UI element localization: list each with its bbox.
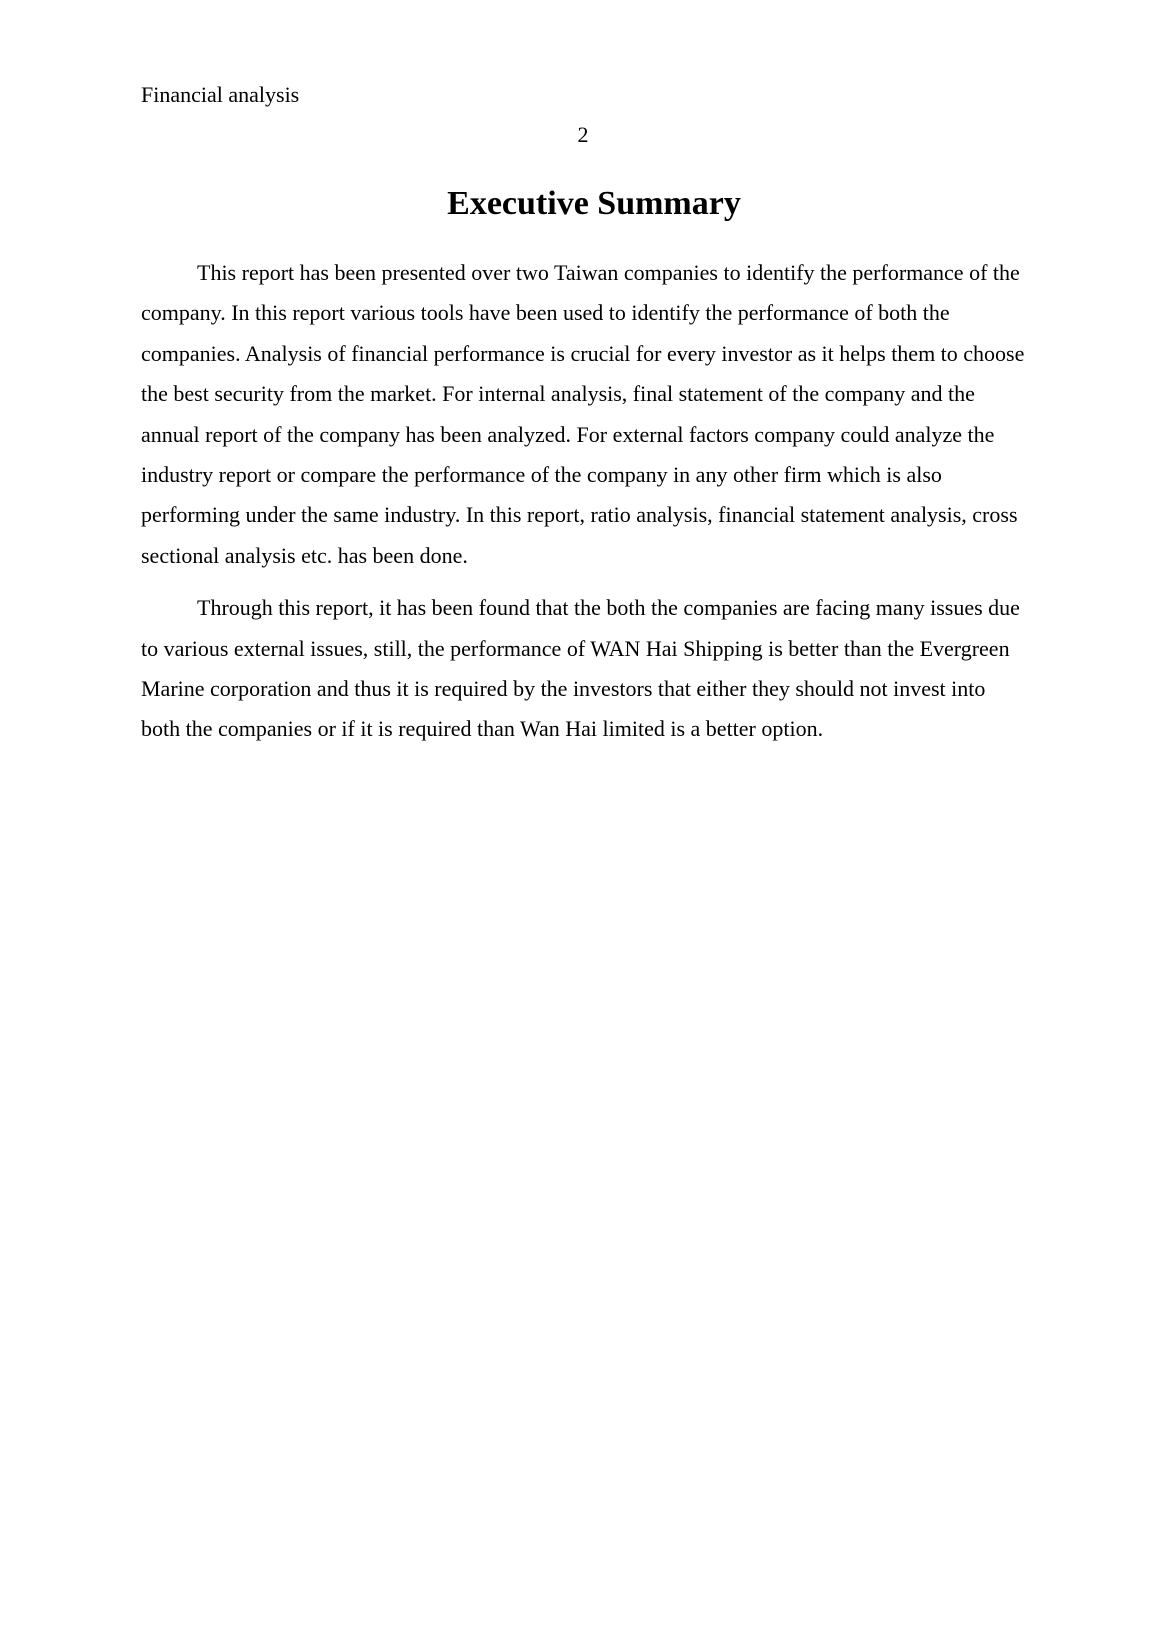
- paragraph-2: Through this report, it has been found that the both the companies are facing many issues due to various external issues, still, the performance of WAN Hai Shipping is better than the Evergreen Marine corporation and thus it is required by the investors that either they should not invest into both the companies or if it is required than Wan Hai limited is a better option.: [141, 595, 1020, 742]
- running-head: Financial analysis: [141, 82, 300, 107]
- section-title: Executive Summary: [447, 185, 741, 222]
- paragraph-1: This report has been presented over two Taiwan companies to identify the performance of the company. In this report various tools have been used to identify the performance of both the companies. Analysis of financial performance is crucial for every investor as it helps them to choose the best security from the market. For internal analysis, final statement of the company and the annual report of the company has been analyzed. For external factors company could analyze the industry report or compare the performance of the company in any other firm which is also performing under the same industry. In this report, ratio analysis, financial statement analysis, cross sectional analysis etc. has been done.: [141, 260, 1025, 568]
- section-body: [141, 253, 1025, 762]
- page-number: 2: [577, 122, 589, 147]
